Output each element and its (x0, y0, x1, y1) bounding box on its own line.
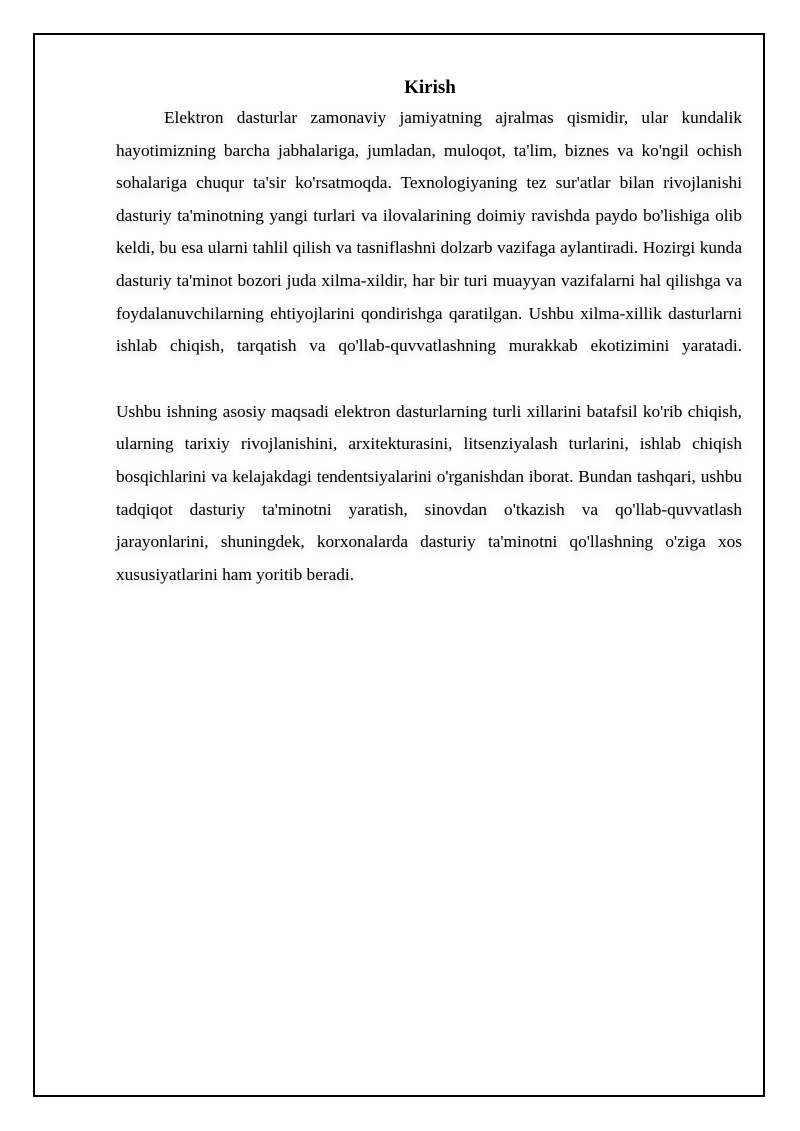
document-body (116, 73, 742, 591)
section-title: Kirish (404, 77, 456, 98)
intro-paragraph-2: Ushbu ishning asosiy maqsadi elektron dasturlarning turli xillarini batafsil ko'rib chiqish, ularning tarixiy rivojlanishini, arxitekturasini, litsenziyalash turlarini, ishlab chiqish bosqichlarini va kelajakdagi tendentsiyalarini o'rganishdan iborat. Bundan tashqari, ushbu tadqiqot dasturiy ta'minotni yaratish, sinovdan o'tkazish va qo'llab-quvvatlash jarayonlarini, shuningdek, korxonalarda dasturiy ta'minotni qo'llashning o'ziga xos xususiyatlarini ham yoritib beradi. (116, 401, 742, 584)
intro-paragraph-1: Elektron dasturlar zamonaviy jamiyatning ajralmas qismidir, ular kundalik hayotimizning barcha jabhalariga, jumladan, muloqot, ta'lim, biznes va ko'ngil ochish sohalariga chuqur ta'sir ko'rsatmoqda. Texnologiyaning tez sur'atlar bilan rivojlanishi dasturiy ta'minotning yangi turlari va ilovalarining doimiy ravishda paydo bo'lishiga olib keldi, bu esa ularni tahlil qilish va tasniflashni dolzarb vazifaga aylantiradi. Hozirgi kunda dasturiy ta'minot bozori juda xilma-xildir, har bir turi muayyan vazifalarni hal qilishga va foydalanuvchilarning ehtiyojlarini qondirishga qaratilgan. Ushbu xilma-xillik dasturlarni ishlab chiqish, tarqatish va qo'llab-quvvatlashning murakkab ekotizimini yaratadi. (116, 108, 742, 356)
